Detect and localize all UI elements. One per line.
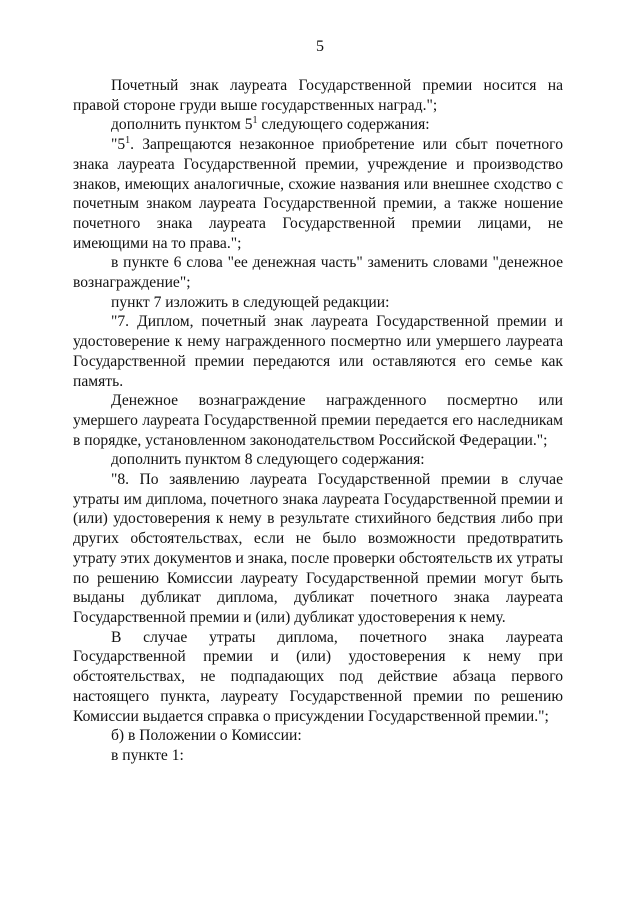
paragraph-point-5-1-post: . Запрещаются незаконное приобретение или сбыт почетного знака лауреата Государственной премии, учреждение и производство знаков, имеющих аналогичные, схожие названия или внешнее сходство с почетным знаком лауреата Государственной премии, а также ношение почетного знака лауреата Государственной премии лицами, не имеющими на то права.";	[73, 136, 563, 252]
paragraph-add-point-5-1	[73, 115, 563, 135]
paragraph-point-8-text: "8. По заявлению лауреата Государственной премии в случае утраты им диплома, почетного знака лауреата Государственной премии и (или) удостоверения к нему в результате стихийного бедствия либо при других обстоятельствах, если не было возможности предотвратить утрату этих документов и знака, после проверки обстоятельств их утраты по решению Комиссии лауреату Государственной премии могут быть выданы дубликат диплома, дубликат почетного знака лауреата Государственной премии и (или) дубликат удостоверения к нему.	[73, 471, 563, 626]
paragraph-add-point-5-1-post: следующего содержания:	[257, 116, 430, 134]
paragraph-point-6-change: в пункте 6 слова "ее денежная часть" заменить словами "денежное вознаграждение";	[73, 254, 563, 292]
paragraph-badge-wearing: Почетный знак лауреата Государственной премии носится на правой стороне груди выше государственных наград.";	[73, 77, 563, 114]
superscript-1: 1	[252, 115, 258, 127]
paragraph-loss-certificate: В случае утраты диплома, почетного знака лауреата Государственной премии и (или) удостоверения к нему при обстоятельствах, не подпадающих под действие абзаца первого настоящего пункта, лауреату Государственной премии по решению Комиссии выдается справка о присуждении Государственной премии.";	[73, 628, 563, 725]
document-body	[73, 76, 563, 766]
paragraph-point-5-1-text	[73, 135, 563, 253]
paragraph-monetary-reward: Денежное вознаграждение награжденного посмертно или умершего лауреата Государственной премии передается его наследникам в порядке, установленном законодательством Российской Федерации.";	[73, 392, 563, 449]
page-number: 5	[316, 38, 324, 55]
superscript-1: 1	[125, 134, 131, 146]
paragraph-commission-regulation: б) в Положении о Комиссии:	[111, 727, 302, 745]
paragraph-add-point-5-1-pre: дополнить пунктом 5	[111, 116, 253, 134]
paragraph-point-7-text: "7. Диплом, почетный знак лауреата Государственной премии и удостоверение к нему награжденного посмертно или умершего лауреата Государственной премии передаются или оставляются его семье как память.	[73, 313, 563, 390]
paragraph-point-5-1-pre: "5	[111, 136, 126, 154]
paragraph-point-7-intro: пункт 7 изложить в следующей редакции:	[111, 293, 390, 311]
paragraph-point-1: в пункте 1:	[111, 746, 184, 764]
paragraph-add-point-8: дополнить пунктом 8 следующего содержания:	[111, 451, 425, 469]
